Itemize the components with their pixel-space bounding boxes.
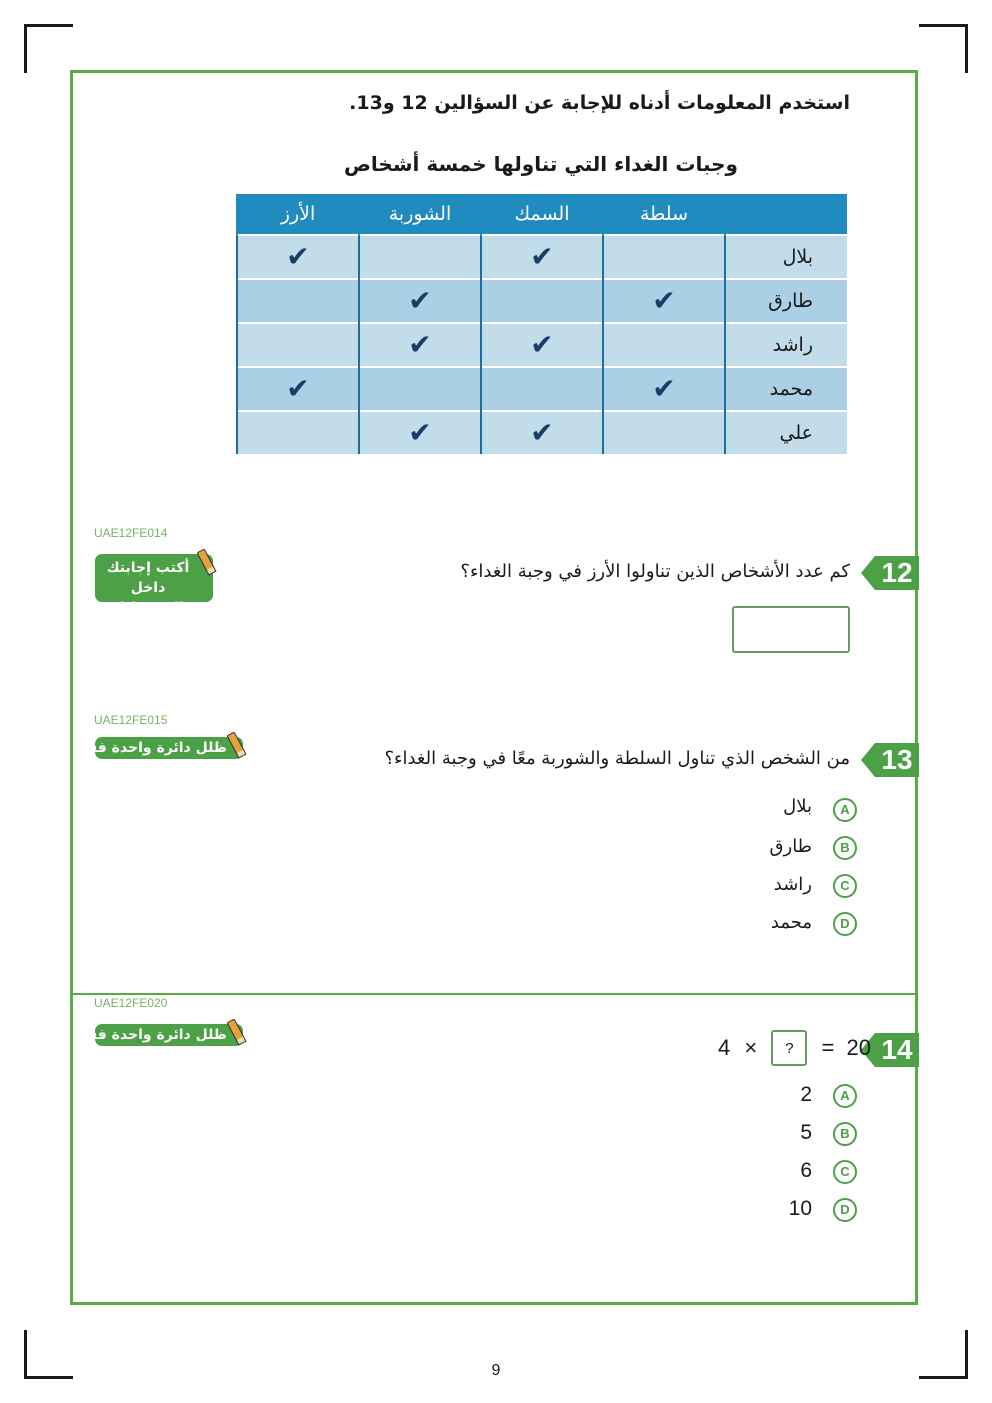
meal-cell bbox=[237, 235, 359, 279]
check-mark-icon: ✔ bbox=[530, 240, 554, 273]
meal-cell bbox=[603, 411, 725, 454]
meal-cell bbox=[481, 279, 603, 323]
question-number-14: 14 bbox=[861, 1033, 919, 1067]
table-row bbox=[237, 323, 847, 367]
option-b-circle[interactable]: B bbox=[833, 1122, 857, 1146]
badge-line-1: أكتب إجابتك bbox=[106, 560, 190, 576]
check-mark-icon: ✔ bbox=[530, 416, 554, 449]
write-answer-badge bbox=[95, 554, 213, 616]
option-d-text: محمد bbox=[770, 912, 812, 933]
meal-cell bbox=[603, 323, 725, 367]
header-rice: الأرز bbox=[237, 194, 359, 235]
meal-cell bbox=[603, 367, 725, 411]
crop-mark-top-right bbox=[919, 24, 968, 73]
times-sign: × bbox=[744, 1035, 758, 1060]
option-d-circle[interactable]: D bbox=[833, 1198, 857, 1222]
meal-cell bbox=[237, 323, 359, 367]
lunch-table bbox=[236, 194, 847, 454]
row-name: بلال bbox=[725, 235, 847, 279]
shade-one-circle-badge: ظلل دائرة واحدة فقط bbox=[95, 1024, 243, 1046]
meal-cell bbox=[481, 367, 603, 411]
question-12-text: كم عدد الأشخاص الذين تناولوا الأرز في وجبة الغداء؟ bbox=[460, 561, 850, 582]
check-mark-icon: ✔ bbox=[652, 372, 676, 405]
option-a-circle[interactable]: A bbox=[833, 798, 857, 822]
meal-cell bbox=[359, 235, 481, 279]
option-d-circle[interactable]: D bbox=[833, 912, 857, 936]
meal-cell bbox=[359, 279, 481, 323]
unknown-box: ? bbox=[771, 1030, 807, 1066]
meal-cell bbox=[237, 279, 359, 323]
option-a-circle[interactable]: A bbox=[833, 1084, 857, 1108]
table-row bbox=[237, 411, 847, 454]
badge-line-2: داخل المستطيل bbox=[112, 580, 184, 616]
option-a-text: 2 bbox=[800, 1083, 812, 1106]
meal-cell bbox=[603, 279, 725, 323]
question-code-14: UAE12FE020 bbox=[94, 996, 168, 1010]
meal-cell bbox=[603, 235, 725, 279]
section-divider bbox=[73, 993, 918, 995]
check-mark-icon: ✔ bbox=[652, 284, 676, 317]
answer-input-box[interactable] bbox=[732, 606, 850, 653]
check-mark-icon: ✔ bbox=[408, 284, 432, 317]
option-c-circle[interactable]: C bbox=[833, 1160, 857, 1184]
option-c-text: راشد bbox=[773, 874, 812, 895]
option-b-text: 5 bbox=[800, 1121, 812, 1144]
check-mark-icon: ✔ bbox=[286, 372, 310, 405]
row-name: راشد bbox=[725, 323, 847, 367]
row-name: طارق bbox=[725, 279, 847, 323]
equals-sign: = bbox=[821, 1035, 835, 1060]
table-header-row bbox=[237, 194, 847, 235]
check-mark-icon: ✔ bbox=[408, 328, 432, 361]
question-code-12: UAE12FE014 bbox=[94, 526, 168, 540]
header-fish: السمك bbox=[481, 194, 603, 235]
check-mark-icon: ✔ bbox=[286, 240, 310, 273]
option-d-text: 10 bbox=[788, 1197, 812, 1220]
option-c-circle[interactable]: C bbox=[833, 874, 857, 898]
check-mark-icon: ✔ bbox=[408, 416, 432, 449]
crop-mark-top-left bbox=[24, 24, 73, 73]
shade-one-circle-badge: ظلل دائرة واحدة فقط bbox=[95, 737, 243, 759]
check-mark-icon: ✔ bbox=[530, 328, 554, 361]
table-row bbox=[237, 235, 847, 279]
page-number: 9 bbox=[491, 1362, 501, 1379]
table-title: وجبات الغداء التي تناولها خمسة أشخاص bbox=[344, 152, 738, 176]
option-b-circle[interactable]: B bbox=[833, 836, 857, 860]
meal-cell bbox=[481, 411, 603, 454]
meal-cell bbox=[359, 323, 481, 367]
instruction-text: استخدم المعلومات أدناه للإجابة عن السؤالين 12 و13. bbox=[349, 92, 850, 114]
question-code-13: UAE12FE015 bbox=[94, 713, 168, 727]
option-a-text: بلال bbox=[783, 796, 812, 817]
meal-cell bbox=[237, 367, 359, 411]
question-number-12: 12 bbox=[861, 556, 919, 590]
equation bbox=[718, 1030, 871, 1068]
question-number-13: 13 bbox=[861, 743, 919, 777]
table-row bbox=[237, 367, 847, 411]
meal-cell bbox=[481, 235, 603, 279]
option-c-text: 6 bbox=[800, 1159, 812, 1182]
question-13-text: من الشخص الذي تناول السلطة والشوربة معًا في وجبة الغداء؟ bbox=[384, 748, 850, 769]
header-salad: سلطة bbox=[603, 194, 725, 235]
meal-cell bbox=[237, 411, 359, 454]
meal-cell bbox=[359, 367, 481, 411]
row-name: محمد bbox=[725, 367, 847, 411]
equation-right: 20 bbox=[846, 1035, 871, 1060]
table-row bbox=[237, 279, 847, 323]
header-blank bbox=[725, 194, 847, 235]
meal-cell bbox=[481, 323, 603, 367]
equation-left: 4 bbox=[718, 1035, 731, 1060]
option-b-text: طارق bbox=[769, 836, 812, 857]
meal-cell bbox=[359, 411, 481, 454]
header-soup: الشوربة bbox=[359, 194, 481, 235]
row-name: علي bbox=[725, 411, 847, 454]
